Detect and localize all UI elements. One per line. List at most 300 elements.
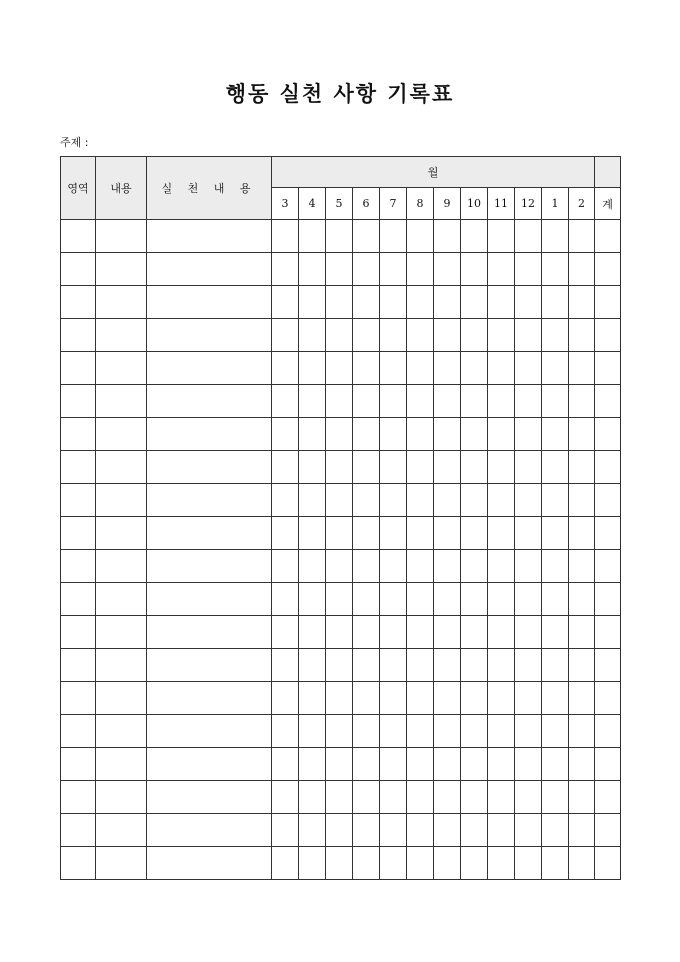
table-cell[interactable] bbox=[461, 220, 488, 253]
table-cell[interactable] bbox=[96, 418, 147, 451]
table-cell[interactable] bbox=[434, 550, 461, 583]
table-cell[interactable] bbox=[61, 484, 96, 517]
table-cell[interactable] bbox=[299, 319, 326, 352]
table-cell[interactable] bbox=[407, 616, 434, 649]
table-cell[interactable] bbox=[299, 814, 326, 847]
table-cell[interactable] bbox=[380, 451, 407, 484]
table-cell[interactable] bbox=[299, 781, 326, 814]
table-cell[interactable] bbox=[595, 715, 621, 748]
table-cell[interactable] bbox=[326, 583, 353, 616]
table-cell[interactable] bbox=[299, 550, 326, 583]
table-cell[interactable] bbox=[96, 220, 147, 253]
table-cell[interactable] bbox=[569, 649, 595, 682]
table-cell[interactable] bbox=[515, 286, 542, 319]
table-cell[interactable] bbox=[488, 616, 515, 649]
table-cell[interactable] bbox=[542, 847, 569, 880]
table-cell[interactable] bbox=[569, 781, 595, 814]
table-cell[interactable] bbox=[542, 616, 569, 649]
table-cell[interactable] bbox=[147, 484, 272, 517]
table-cell[interactable] bbox=[272, 814, 299, 847]
table-cell[interactable] bbox=[569, 517, 595, 550]
table-cell[interactable] bbox=[380, 715, 407, 748]
table-cell[interactable] bbox=[147, 253, 272, 286]
table-cell[interactable] bbox=[96, 517, 147, 550]
table-cell[interactable] bbox=[326, 352, 353, 385]
table-cell[interactable] bbox=[147, 847, 272, 880]
table-cell[interactable] bbox=[272, 583, 299, 616]
table-cell[interactable] bbox=[542, 748, 569, 781]
table-cell[interactable] bbox=[147, 319, 272, 352]
table-cell[interactable] bbox=[61, 814, 96, 847]
table-cell[interactable] bbox=[595, 682, 621, 715]
table-cell[interactable] bbox=[380, 418, 407, 451]
table-cell[interactable] bbox=[272, 484, 299, 517]
table-cell[interactable] bbox=[96, 616, 147, 649]
table-cell[interactable] bbox=[461, 781, 488, 814]
table-cell[interactable] bbox=[326, 484, 353, 517]
table-cell[interactable] bbox=[272, 220, 299, 253]
table-cell[interactable] bbox=[326, 319, 353, 352]
table-cell[interactable] bbox=[488, 451, 515, 484]
table-cell[interactable] bbox=[96, 451, 147, 484]
table-cell[interactable] bbox=[61, 781, 96, 814]
table-cell[interactable] bbox=[542, 286, 569, 319]
table-cell[interactable] bbox=[61, 616, 96, 649]
table-cell[interactable] bbox=[61, 418, 96, 451]
table-cell[interactable] bbox=[595, 517, 621, 550]
table-cell[interactable] bbox=[407, 748, 434, 781]
table-cell[interactable] bbox=[147, 352, 272, 385]
table-cell[interactable] bbox=[542, 220, 569, 253]
table-cell[interactable] bbox=[380, 352, 407, 385]
table-cell[interactable] bbox=[272, 451, 299, 484]
table-cell[interactable] bbox=[434, 286, 461, 319]
table-cell[interactable] bbox=[515, 781, 542, 814]
table-cell[interactable] bbox=[380, 484, 407, 517]
table-cell[interactable] bbox=[542, 352, 569, 385]
table-cell[interactable] bbox=[299, 616, 326, 649]
table-cell[interactable] bbox=[595, 418, 621, 451]
table-cell[interactable] bbox=[353, 451, 380, 484]
table-cell[interactable] bbox=[299, 583, 326, 616]
table-cell[interactable] bbox=[461, 319, 488, 352]
table-cell[interactable] bbox=[595, 385, 621, 418]
table-cell[interactable] bbox=[407, 220, 434, 253]
table-cell[interactable] bbox=[595, 286, 621, 319]
table-cell[interactable] bbox=[488, 550, 515, 583]
table-cell[interactable] bbox=[272, 385, 299, 418]
table-cell[interactable] bbox=[326, 286, 353, 319]
table-cell[interactable] bbox=[272, 517, 299, 550]
table-cell[interactable] bbox=[380, 748, 407, 781]
table-cell[interactable] bbox=[272, 352, 299, 385]
table-cell[interactable] bbox=[353, 847, 380, 880]
table-cell[interactable] bbox=[595, 649, 621, 682]
table-cell[interactable] bbox=[569, 616, 595, 649]
table-cell[interactable] bbox=[488, 352, 515, 385]
table-cell[interactable] bbox=[569, 583, 595, 616]
table-cell[interactable] bbox=[407, 814, 434, 847]
table-cell[interactable] bbox=[272, 748, 299, 781]
table-cell[interactable] bbox=[147, 682, 272, 715]
table-cell[interactable] bbox=[515, 616, 542, 649]
table-cell[interactable] bbox=[380, 550, 407, 583]
table-cell[interactable] bbox=[461, 385, 488, 418]
table-cell[interactable] bbox=[407, 583, 434, 616]
table-cell[interactable] bbox=[272, 781, 299, 814]
table-cell[interactable] bbox=[353, 814, 380, 847]
table-cell[interactable] bbox=[380, 220, 407, 253]
table-cell[interactable] bbox=[407, 517, 434, 550]
table-cell[interactable] bbox=[96, 781, 147, 814]
table-cell[interactable] bbox=[353, 517, 380, 550]
table-cell[interactable] bbox=[488, 682, 515, 715]
table-cell[interactable] bbox=[515, 319, 542, 352]
table-cell[interactable] bbox=[353, 286, 380, 319]
table-cell[interactable] bbox=[461, 748, 488, 781]
table-cell[interactable] bbox=[147, 748, 272, 781]
table-cell[interactable] bbox=[147, 715, 272, 748]
table-cell[interactable] bbox=[407, 286, 434, 319]
table-cell[interactable] bbox=[96, 814, 147, 847]
table-cell[interactable] bbox=[542, 517, 569, 550]
table-cell[interactable] bbox=[407, 550, 434, 583]
table-cell[interactable] bbox=[61, 220, 96, 253]
table-cell[interactable] bbox=[147, 286, 272, 319]
table-cell[interactable] bbox=[569, 847, 595, 880]
table-cell[interactable] bbox=[96, 352, 147, 385]
table-cell[interactable] bbox=[434, 418, 461, 451]
table-cell[interactable] bbox=[515, 220, 542, 253]
table-cell[interactable] bbox=[488, 814, 515, 847]
table-cell[interactable] bbox=[299, 682, 326, 715]
table-cell[interactable] bbox=[61, 748, 96, 781]
table-cell[interactable] bbox=[569, 484, 595, 517]
table-cell[interactable] bbox=[380, 781, 407, 814]
table-cell[interactable] bbox=[380, 517, 407, 550]
table-cell[interactable] bbox=[461, 352, 488, 385]
table-cell[interactable] bbox=[353, 748, 380, 781]
table-cell[interactable] bbox=[147, 781, 272, 814]
table-cell[interactable] bbox=[61, 847, 96, 880]
table-cell[interactable] bbox=[353, 484, 380, 517]
table-cell[interactable] bbox=[353, 583, 380, 616]
table-cell[interactable] bbox=[434, 748, 461, 781]
table-cell[interactable] bbox=[542, 418, 569, 451]
table-cell[interactable] bbox=[407, 451, 434, 484]
table-cell[interactable] bbox=[461, 847, 488, 880]
table-cell[interactable] bbox=[96, 682, 147, 715]
table-cell[interactable] bbox=[353, 220, 380, 253]
table-cell[interactable] bbox=[569, 418, 595, 451]
table-cell[interactable] bbox=[326, 748, 353, 781]
table-cell[interactable] bbox=[515, 253, 542, 286]
table-cell[interactable] bbox=[147, 385, 272, 418]
table-cell[interactable] bbox=[299, 352, 326, 385]
table-cell[interactable] bbox=[299, 517, 326, 550]
table-cell[interactable] bbox=[96, 583, 147, 616]
table-cell[interactable] bbox=[569, 286, 595, 319]
table-cell[interactable] bbox=[488, 715, 515, 748]
table-cell[interactable] bbox=[595, 352, 621, 385]
table-cell[interactable] bbox=[569, 253, 595, 286]
table-cell[interactable] bbox=[569, 550, 595, 583]
table-cell[interactable] bbox=[96, 253, 147, 286]
table-cell[interactable] bbox=[96, 286, 147, 319]
table-cell[interactable] bbox=[272, 616, 299, 649]
table-cell[interactable] bbox=[461, 616, 488, 649]
table-cell[interactable] bbox=[569, 451, 595, 484]
table-cell[interactable] bbox=[515, 517, 542, 550]
table-cell[interactable] bbox=[380, 385, 407, 418]
table-cell[interactable] bbox=[299, 385, 326, 418]
table-cell[interactable] bbox=[353, 616, 380, 649]
table-cell[interactable] bbox=[96, 550, 147, 583]
table-cell[interactable] bbox=[434, 484, 461, 517]
table-cell[interactable] bbox=[542, 682, 569, 715]
table-cell[interactable] bbox=[542, 253, 569, 286]
table-cell[interactable] bbox=[326, 616, 353, 649]
table-cell[interactable] bbox=[434, 352, 461, 385]
table-cell[interactable] bbox=[542, 715, 569, 748]
table-cell[interactable] bbox=[353, 682, 380, 715]
table-cell[interactable] bbox=[326, 649, 353, 682]
table-cell[interactable] bbox=[488, 253, 515, 286]
table-cell[interactable] bbox=[61, 253, 96, 286]
table-cell[interactable] bbox=[569, 220, 595, 253]
table-cell[interactable] bbox=[380, 814, 407, 847]
table-cell[interactable] bbox=[326, 220, 353, 253]
table-cell[interactable] bbox=[299, 715, 326, 748]
table-cell[interactable] bbox=[595, 484, 621, 517]
table-cell[interactable] bbox=[515, 418, 542, 451]
table-cell[interactable] bbox=[595, 847, 621, 880]
table-cell[interactable] bbox=[515, 814, 542, 847]
table-cell[interactable] bbox=[595, 253, 621, 286]
table-cell[interactable] bbox=[515, 550, 542, 583]
table-cell[interactable] bbox=[147, 583, 272, 616]
table-cell[interactable] bbox=[542, 583, 569, 616]
table-cell[interactable] bbox=[488, 220, 515, 253]
table-cell[interactable] bbox=[272, 319, 299, 352]
table-cell[interactable] bbox=[461, 517, 488, 550]
table-cell[interactable] bbox=[96, 847, 147, 880]
table-cell[interactable] bbox=[326, 418, 353, 451]
table-cell[interactable] bbox=[147, 220, 272, 253]
table-cell[interactable] bbox=[96, 484, 147, 517]
table-cell[interactable] bbox=[407, 385, 434, 418]
table-cell[interactable] bbox=[407, 847, 434, 880]
table-cell[interactable] bbox=[407, 715, 434, 748]
table-cell[interactable] bbox=[488, 484, 515, 517]
table-cell[interactable] bbox=[515, 484, 542, 517]
table-cell[interactable] bbox=[542, 451, 569, 484]
table-cell[interactable] bbox=[147, 517, 272, 550]
table-cell[interactable] bbox=[353, 550, 380, 583]
table-cell[interactable] bbox=[595, 220, 621, 253]
table-cell[interactable] bbox=[434, 451, 461, 484]
table-cell[interactable] bbox=[434, 715, 461, 748]
table-cell[interactable] bbox=[595, 748, 621, 781]
table-cell[interactable] bbox=[326, 814, 353, 847]
table-cell[interactable] bbox=[569, 715, 595, 748]
table-cell[interactable] bbox=[461, 418, 488, 451]
table-cell[interactable] bbox=[272, 286, 299, 319]
table-cell[interactable] bbox=[515, 583, 542, 616]
table-cell[interactable] bbox=[407, 418, 434, 451]
table-cell[interactable] bbox=[461, 253, 488, 286]
table-cell[interactable] bbox=[515, 385, 542, 418]
table-cell[interactable] bbox=[542, 319, 569, 352]
table-cell[interactable] bbox=[488, 319, 515, 352]
table-cell[interactable] bbox=[434, 847, 461, 880]
table-cell[interactable] bbox=[461, 451, 488, 484]
table-cell[interactable] bbox=[434, 253, 461, 286]
table-cell[interactable] bbox=[434, 649, 461, 682]
table-cell[interactable] bbox=[595, 319, 621, 352]
table-cell[interactable] bbox=[299, 418, 326, 451]
table-cell[interactable] bbox=[353, 352, 380, 385]
table-cell[interactable] bbox=[542, 385, 569, 418]
table-cell[interactable] bbox=[461, 550, 488, 583]
table-cell[interactable] bbox=[147, 814, 272, 847]
table-cell[interactable] bbox=[434, 385, 461, 418]
table-cell[interactable] bbox=[569, 814, 595, 847]
table-cell[interactable] bbox=[272, 715, 299, 748]
table-cell[interactable] bbox=[488, 847, 515, 880]
table-cell[interactable] bbox=[461, 286, 488, 319]
table-cell[interactable] bbox=[434, 814, 461, 847]
table-cell[interactable] bbox=[515, 748, 542, 781]
table-cell[interactable] bbox=[407, 682, 434, 715]
table-cell[interactable] bbox=[147, 418, 272, 451]
table-cell[interactable] bbox=[380, 847, 407, 880]
table-cell[interactable] bbox=[407, 484, 434, 517]
table-cell[interactable] bbox=[380, 319, 407, 352]
table-cell[interactable] bbox=[461, 715, 488, 748]
table-cell[interactable] bbox=[61, 385, 96, 418]
table-cell[interactable] bbox=[434, 220, 461, 253]
table-cell[interactable] bbox=[61, 352, 96, 385]
table-cell[interactable] bbox=[595, 616, 621, 649]
table-cell[interactable] bbox=[61, 451, 96, 484]
table-cell[interactable] bbox=[569, 748, 595, 781]
table-cell[interactable] bbox=[488, 517, 515, 550]
table-cell[interactable] bbox=[380, 253, 407, 286]
table-cell[interactable] bbox=[461, 649, 488, 682]
table-cell[interactable] bbox=[542, 814, 569, 847]
table-cell[interactable] bbox=[326, 385, 353, 418]
table-cell[interactable] bbox=[407, 649, 434, 682]
table-cell[interactable] bbox=[595, 451, 621, 484]
table-cell[interactable] bbox=[299, 253, 326, 286]
table-cell[interactable] bbox=[96, 748, 147, 781]
table-cell[interactable] bbox=[542, 649, 569, 682]
table-cell[interactable] bbox=[488, 418, 515, 451]
table-cell[interactable] bbox=[353, 649, 380, 682]
table-cell[interactable] bbox=[272, 847, 299, 880]
table-cell[interactable] bbox=[488, 781, 515, 814]
table-cell[interactable] bbox=[353, 385, 380, 418]
table-cell[interactable] bbox=[595, 550, 621, 583]
table-cell[interactable] bbox=[461, 814, 488, 847]
table-cell[interactable] bbox=[326, 781, 353, 814]
table-cell[interactable] bbox=[434, 616, 461, 649]
table-cell[interactable] bbox=[299, 748, 326, 781]
table-cell[interactable] bbox=[353, 781, 380, 814]
table-cell[interactable] bbox=[326, 715, 353, 748]
table-cell[interactable] bbox=[272, 418, 299, 451]
table-cell[interactable] bbox=[326, 253, 353, 286]
table-cell[interactable] bbox=[96, 385, 147, 418]
table-cell[interactable] bbox=[96, 319, 147, 352]
table-cell[interactable] bbox=[595, 814, 621, 847]
table-cell[interactable] bbox=[61, 517, 96, 550]
table-cell[interactable] bbox=[380, 616, 407, 649]
table-cell[interactable] bbox=[353, 319, 380, 352]
table-cell[interactable] bbox=[299, 451, 326, 484]
table-cell[interactable] bbox=[488, 385, 515, 418]
table-cell[interactable] bbox=[515, 847, 542, 880]
table-cell[interactable] bbox=[61, 649, 96, 682]
table-cell[interactable] bbox=[434, 583, 461, 616]
table-cell[interactable] bbox=[61, 319, 96, 352]
table-cell[interactable] bbox=[299, 847, 326, 880]
table-cell[interactable] bbox=[147, 616, 272, 649]
table-cell[interactable] bbox=[326, 550, 353, 583]
table-cell[interactable] bbox=[299, 649, 326, 682]
table-cell[interactable] bbox=[147, 550, 272, 583]
table-cell[interactable] bbox=[488, 748, 515, 781]
table-cell[interactable] bbox=[299, 220, 326, 253]
table-cell[interactable] bbox=[96, 715, 147, 748]
table-cell[interactable] bbox=[147, 451, 272, 484]
table-cell[interactable] bbox=[299, 286, 326, 319]
table-cell[interactable] bbox=[272, 253, 299, 286]
table-cell[interactable] bbox=[515, 451, 542, 484]
table-cell[interactable] bbox=[569, 352, 595, 385]
table-cell[interactable] bbox=[353, 715, 380, 748]
table-cell[interactable] bbox=[272, 649, 299, 682]
table-cell[interactable] bbox=[407, 352, 434, 385]
table-cell[interactable] bbox=[542, 484, 569, 517]
table-cell[interactable] bbox=[434, 781, 461, 814]
table-cell[interactable] bbox=[61, 682, 96, 715]
table-cell[interactable] bbox=[569, 319, 595, 352]
table-cell[interactable] bbox=[488, 583, 515, 616]
table-cell[interactable] bbox=[61, 583, 96, 616]
table-cell[interactable] bbox=[488, 649, 515, 682]
table-cell[interactable] bbox=[434, 682, 461, 715]
table-cell[interactable] bbox=[542, 550, 569, 583]
table-cell[interactable] bbox=[380, 649, 407, 682]
table-cell[interactable] bbox=[380, 286, 407, 319]
table-cell[interactable] bbox=[515, 352, 542, 385]
table-cell[interactable] bbox=[515, 715, 542, 748]
table-cell[interactable] bbox=[407, 319, 434, 352]
table-cell[interactable] bbox=[407, 253, 434, 286]
table-cell[interactable] bbox=[595, 781, 621, 814]
table-cell[interactable] bbox=[61, 715, 96, 748]
table-cell[interactable] bbox=[380, 583, 407, 616]
table-cell[interactable] bbox=[407, 781, 434, 814]
table-cell[interactable] bbox=[595, 583, 621, 616]
table-cell[interactable] bbox=[542, 781, 569, 814]
table-cell[interactable] bbox=[461, 583, 488, 616]
table-cell[interactable] bbox=[96, 649, 147, 682]
table-cell[interactable] bbox=[434, 319, 461, 352]
table-cell[interactable] bbox=[380, 682, 407, 715]
